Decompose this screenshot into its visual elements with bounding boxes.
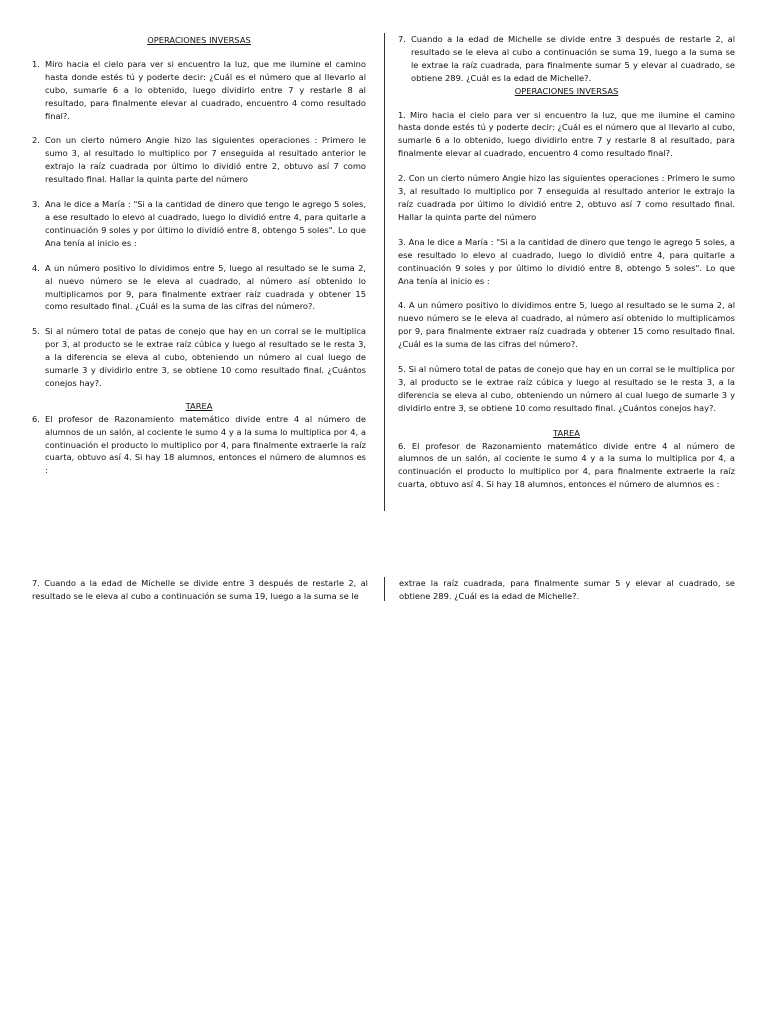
bottom-divider (384, 577, 385, 601)
right-problem-3: 3. Ana le dice a María : "Si a la cantidad de dinero que tengo le agrego 5 soles, a ese resultado lo elevo al cuadrado, luego lo dividió entre 4, para quitarle a continuación 9 soles y por último lo dividió entre 8, obtengo 5 soles". Lo que Ana tenía al inicio es : (398, 236, 735, 286)
column-divider (384, 33, 385, 511)
problem-number: 2. (32, 135, 40, 146)
problem-text: A un número positivo lo dividimos entre 5, luego al resultado se le suma 2, al nuevo número se le eleva al cuadrado, al número así obtenido lo multiplicamos por 9, para finalmente extraer raíz cuadrada y obtener 15 como resultado final. ¿Cuál es la suma de las cifras del número?. (45, 262, 366, 312)
problem-number: 4. (32, 262, 40, 273)
bottom-right-text: extrae la raíz cuadrada, para finalmente sumar 5 y elevar al cuadrado, se obtiene 289. ¿Cuál es la edad de Michelle?. (399, 578, 735, 601)
right-title: OPERACIONES INVERSAS (514, 85, 619, 96)
problem-text: El profesor de Razonamiento matemático divide entre 4 al número de alumnos de un salón, al cociente le sumo 4 y a la suma lo multiplica por 4, a continuación el producto lo multiplico por 4, para finalmente extraerle la raíz cuarta, obtuvo así 4. Si hay 18 alumnos, entonces el número de alumnos es : (45, 413, 366, 476)
right-problem-6: 6. El profesor de Razonamiento matemático divide entre 4 al número de alumnos de un salón, al cociente le sumo 4 y a la suma lo multiplica por 4, a continuación el producto lo multiplico por 4, para finalmente extraerle la raíz cuarta, obtuvo así 4. Si hay 18 alumnos, entonces el número de alumnos es : (398, 440, 735, 490)
problem-number: 6. (32, 413, 40, 424)
left-column (32, 34, 366, 477)
problem-number: 3. (32, 199, 40, 210)
problem-text: Miro hacia el cielo para ver si encuentro la luz, que me ilumine el camino hasta donde estés tú y poderte decir: ¿Cuál es el número que al llevarlo al cubo, sumarle 6 a lo obtenido, luego dividirlo entre 7 y restarle 8 al resultado, para finalmente elevar al cuadrado, encuentro 4 como resultado final?. (45, 58, 366, 121)
right-problem-2: 2. Con un cierto número Angie hizo las siguientes operaciones : Primero le sumo 3, al resultado lo multiplico por 7 enseguida al resultado anterior le extrajo la raíz cuadrada por último lo dividió entre 2, obtuvo así 7 como resultado final. Hallar la quinta parte del número (398, 173, 735, 222)
problem-text: Cuando a la edad de Michelle se divide entre 3 después de restarle 2, al resultado se le eleva al cubo a continuación se suma 19, luego a la suma se le extrae la raíz cuadrada, para finalmente sumar 5 y elevar al cuadrado, se obtiene 289. ¿Cuál es la edad de Michelle?. (411, 34, 735, 83)
problem-text: Si al número total de patas de conejo que hay en un corral se le multiplica por 3, al producto se le extrae raíz cúbica y luego al resultado se le resta 3, a la diferencia se eleva al cubo, obteniendo un número al cual luego de sumarle 3 y dividirlo entre 3, se obtiene 10 como resultado final. ¿Cuántos conejos hay?. (45, 326, 366, 388)
left-title: OPERACIONES INVERSAS (147, 35, 251, 45)
right-problem-5: 5. Si al número total de patas de conejo que hay en un corral se le multiplica por 3, al producto se le extrae raíz cúbica y luego al resultado se le resta 3, a la diferencia se eleva al cubo, obteniendo un número al cual luego de sumarle 3 y dividirlo entre 3, se obtiene 10 como resultado final. ¿Cuántos conejos hay?. (398, 364, 735, 413)
right-problem-1: 1. Miro hacia el cielo para ver si encuentro la luz, que me ilumine el camino hasta donde estés tú y poderte decir: ¿Cuál es el número que al llevarlo al cubo, sumarle 6 a lo obtenido, luego dividirlo entre 7 y restarle 8 al resultado, para finalmente elevar al cuadrado, encuentro 4 como resultado final?. (398, 109, 735, 159)
left-problem-3 (32, 198, 366, 250)
left-problem-2 (32, 134, 366, 186)
right-column (398, 33, 735, 491)
left-problem-1 (32, 58, 366, 123)
problem-number: 5. (32, 326, 40, 337)
right-tarea-heading: TAREA (553, 427, 580, 438)
problem-text: Con un cierto número Angie hizo las siguientes operaciones : Primero le sumo 3, al resultado lo multiplico por 7 enseguida al resultado anterior le extrajo la raíz cuadrada por último lo dividió entre 2, obtuvo así 7 como resultado final. Hallar la quinta parte del número (45, 135, 366, 185)
problem-number: 7. (398, 34, 406, 44)
left-tarea-heading: TAREA (185, 400, 213, 411)
left-problem-6 (32, 413, 366, 478)
right-problem-4: 4. A un número positivo lo dividimos entre 5, luego al resultado se le suma 2, al nuevo número se le eleva al cuadrado, al número así obtenido lo multiplicamos por 9, para finalmente extraer raíz cuadrada y obtener 15 como resultado final. ¿Cuál es la suma de las cifras del número?. (398, 300, 735, 350)
problem-text: Ana le dice a María : "Si a la cantidad de dinero que tengo le agrego 5 soles, a ese resultado lo elevo al cuadrado, luego lo dividió entre 4, para quitarle a continuación 9 soles y por último lo dividió entre 8, obtengo 5 soles". Lo que Ana tenía al inicio es : (45, 199, 366, 248)
left-problem-4 (32, 262, 366, 314)
left-problem-5 (32, 325, 366, 390)
right-problem-7 (398, 33, 735, 85)
bottom-left-text: 7. Cuando a la edad de Michelle se divide entre 3 después de restarle 2, al resultado se le eleva al cubo a continuación se suma 19, luego a la suma se le (32, 578, 368, 601)
problem-number: 1. (32, 58, 40, 69)
